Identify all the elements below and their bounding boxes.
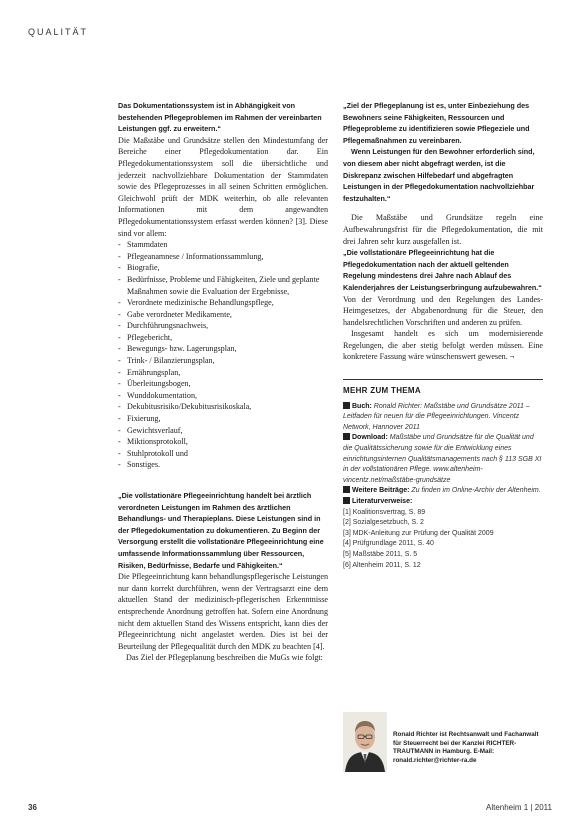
list-item: - Bedürfnisse, Probleme und Fähigkeiten, Ziele und geplante Maßnahmen sowie die Evaluation der Ergebnisse, [118, 274, 328, 297]
lit-line: [1] Koalitionsvertrag, S. 89 [343, 508, 426, 516]
list-item: - Gewichtsverlauf, [118, 425, 328, 437]
list-item: - Bewegungs- bzw. Lagerungsplan, [118, 343, 328, 355]
author-bio: Ronald Richter ist Rechtsanwalt und Fachanwalt für Steuerrecht bei der Kanzlei RICHTER-TRAUTMANN in Hamburg. E-Mail: ronald.richter@richter-ra.de [393, 731, 539, 764]
left-paragraph-3: Das Ziel der Pflegeplanung beschreiben die MuGs wie folgt: [126, 653, 323, 663]
list-item: - Sonstiges. [118, 459, 328, 471]
list-item: - Durchführungsnachweis, [118, 320, 328, 332]
author-box [343, 712, 543, 772]
square-bullet-icon [343, 497, 350, 504]
ref-download: Download: Maßstäbe und Grundsätze für die Qualität und die Qualitätssicherung sowie für die Entwicklung eines einrichtungsinternen Qualitätsmanagements nach § 113 SGB XI in der vollstationären Pflege. www.altenheim-vincentz.net/maßstäbe-grundsätze [343, 434, 542, 484]
intro-quote: Das Dokumentationssystem ist in Abhängigkeit von bestehenden Pflegeproblemen im Rahmen der vereinbarten Leistungen ggf. zu erweitern.“ [118, 101, 322, 134]
lit-line: [2] Sozialgesetzbuch, S. 2 [343, 519, 424, 527]
ref-further: Weitere Beiträge: Zu finden im Online-Archiv der Altenheim. [343, 486, 543, 497]
quote-aufbewahrung: „Die vollstationäre Pflegeeinrichtung hat die Pflegedokumentation nach der aktuell geltenden Regelung mindestens drei Jahre nach Ablauf des Kalenderjahres der Leistungserbringung aufzubewahren.“ [343, 248, 542, 292]
documentation-list [118, 239, 328, 471]
square-bullet-icon [343, 486, 350, 493]
square-bullet-icon [343, 433, 350, 440]
lit-line: [4] Prüfgrundlage 2011, S. 40 [343, 540, 434, 548]
list-item: - Verordnete medizinische Behandlungspflege, [118, 297, 328, 309]
end-mark: ¬ [509, 352, 515, 362]
left-paragraph-2: Die Pflegeeinrichtung kann behandlungspflegerische Leistungen nur dann korrekt durchführen, wenn der Vertragsarzt eine dem aktuellen Stand der medizinisch-pflegerischen Erkenntnisse entsprechende Anordnung getroffen hat. Sofern eine Anordnung nicht dem aktuellen Stand des Wissens entspricht, kann dies der Pflegeeinrichtung nicht angelastet werden. Dies ist bei der Beurteilung der Pflegequalität durch den MDK zu beachten [4]. [118, 572, 328, 651]
list-item: - Stuhlprotokoll und [118, 448, 328, 460]
square-bullet-icon [343, 402, 350, 409]
lit-line: [6] Altenheim 2011, S. 12 [343, 561, 421, 569]
list-item: - Ernährungsplan, [118, 367, 328, 379]
list-item: - Gabe verordneter Medikamente, [118, 309, 328, 321]
quote-pflegeplanung: „Ziel der Pflegeplanung ist es, unter Einbeziehung des Bewohners seine Fähigkeiten, Ressourcen und Pflegeprobleme zu identifizieren sowie Pflegeziele und Pflegemaßnahmen zu vereinbaren. [343, 101, 530, 145]
quote-diskrepanz: Wenn Leistungen für den Bewohner erforderlich sind, von diesem aber nicht abgefragt werden, ist die Diskrepanz zwischen Hilfebedarf und abgefragten Leistungen in der Pflegedokumentation nachvollziehbar festzuhalten.“ [343, 147, 535, 203]
more-heading: MEHR ZUM THEMA [343, 386, 421, 396]
lit-line: [5] Maßstäbe 2011, S. 5 [343, 550, 418, 558]
list-item: - Pflegeanamnese / Informationssammlung, [118, 251, 328, 263]
journal-issue: Altenheim 1 | 2011 [486, 803, 552, 812]
right-column [343, 100, 543, 571]
left-paragraph-1: Die Maßstäbe und Grundsätze stellen den Mindestumfang der Bereiche einer Pflegedokumentation dar. Ein Pflegedokumentationssystem soll die übersichtliche und jederzeit nachvollziehbare Dokumentation der Stammdaten sowie des Pflegeprozesses in all seinen Schritten ermöglichen. Gleichwohl prüft der MDK weiterhin, ob alle relevanten Informationen mit dem angewandten Pflegedokumentationssystem erfasst werden können? [3]. Diese sind vor allem: [118, 135, 328, 238]
right-paragraph-3: Insgesamt handelt es sich um modernisierende Regelungen, die aber stetig befolgt werden müssen. Eine konkretere Fassung wäre wünschenswert gewesen. ¬ [343, 329, 543, 362]
list-item: - Stammdaten [118, 239, 328, 251]
lit-line: [3] MDK-Anleitung zur Prüfung der Qualität 2009 [343, 529, 494, 537]
page-number: 36 [28, 803, 37, 812]
ref-book: Buch: Ronald Richter: Maßstäbe und Grundsätze 2011 – Leitfaden für neuen für die Pflegeeinrichtungen. Vincentz Network, Hannover 2011 [343, 402, 530, 431]
quote-block: „Die vollstationäre Pflegeeinrichtung handelt bei ärztlich verordneten Leistungen im Rahmen des ärztlichen Behandlungs- und Therapieplans. Diese Leistungen sind in der Pflegedokumentation zu dokumentieren. Zu Beginn der Versorgung erstellt die vollstationäre Pflegeeinrichtung eine umfassende Informationssammlung über Ressourcen, Risiken, Bedürfnisse, Bedarfe und Fähigkeiten.“ [118, 491, 324, 570]
list-item: - Pflegebericht, [118, 332, 328, 344]
list-item: - Miktionsprotokoll, [118, 436, 328, 448]
divider [343, 379, 543, 380]
section-label: QUALITÄT [28, 27, 89, 37]
portrait-image [343, 712, 387, 772]
left-column [118, 100, 328, 664]
list-item: - Wunddokumentation, [118, 390, 328, 402]
list-item: - Biografie, [118, 262, 328, 274]
right-paragraph-2: Von der Verordnung und den Regelungen des Landes-Heimgesetzes, der Abgabenordnung für die Steuer, den handelsrechtlichen Vorschriften und anderen zu prüfen. [343, 294, 543, 327]
list-item: - Dekubitusrisiko/Dekubitusrisikoskala, [118, 401, 328, 413]
more-references [343, 402, 543, 572]
list-item: - Fixierung, [118, 413, 328, 425]
list-item: - Trink- / Bilanzierungsplan, [118, 355, 328, 367]
list-item: - Überleitungsbogen, [118, 378, 328, 390]
author-photo [343, 712, 387, 772]
ref-literature: Literaturverweise: [343, 497, 543, 508]
right-paragraph-1: Die Maßstäbe und Grundsätze regeln eine Aufbewahrungsfrist für die Pflegedokumentation, die mit drei Jahren sehr kurz ausgefallen ist. [343, 213, 543, 246]
